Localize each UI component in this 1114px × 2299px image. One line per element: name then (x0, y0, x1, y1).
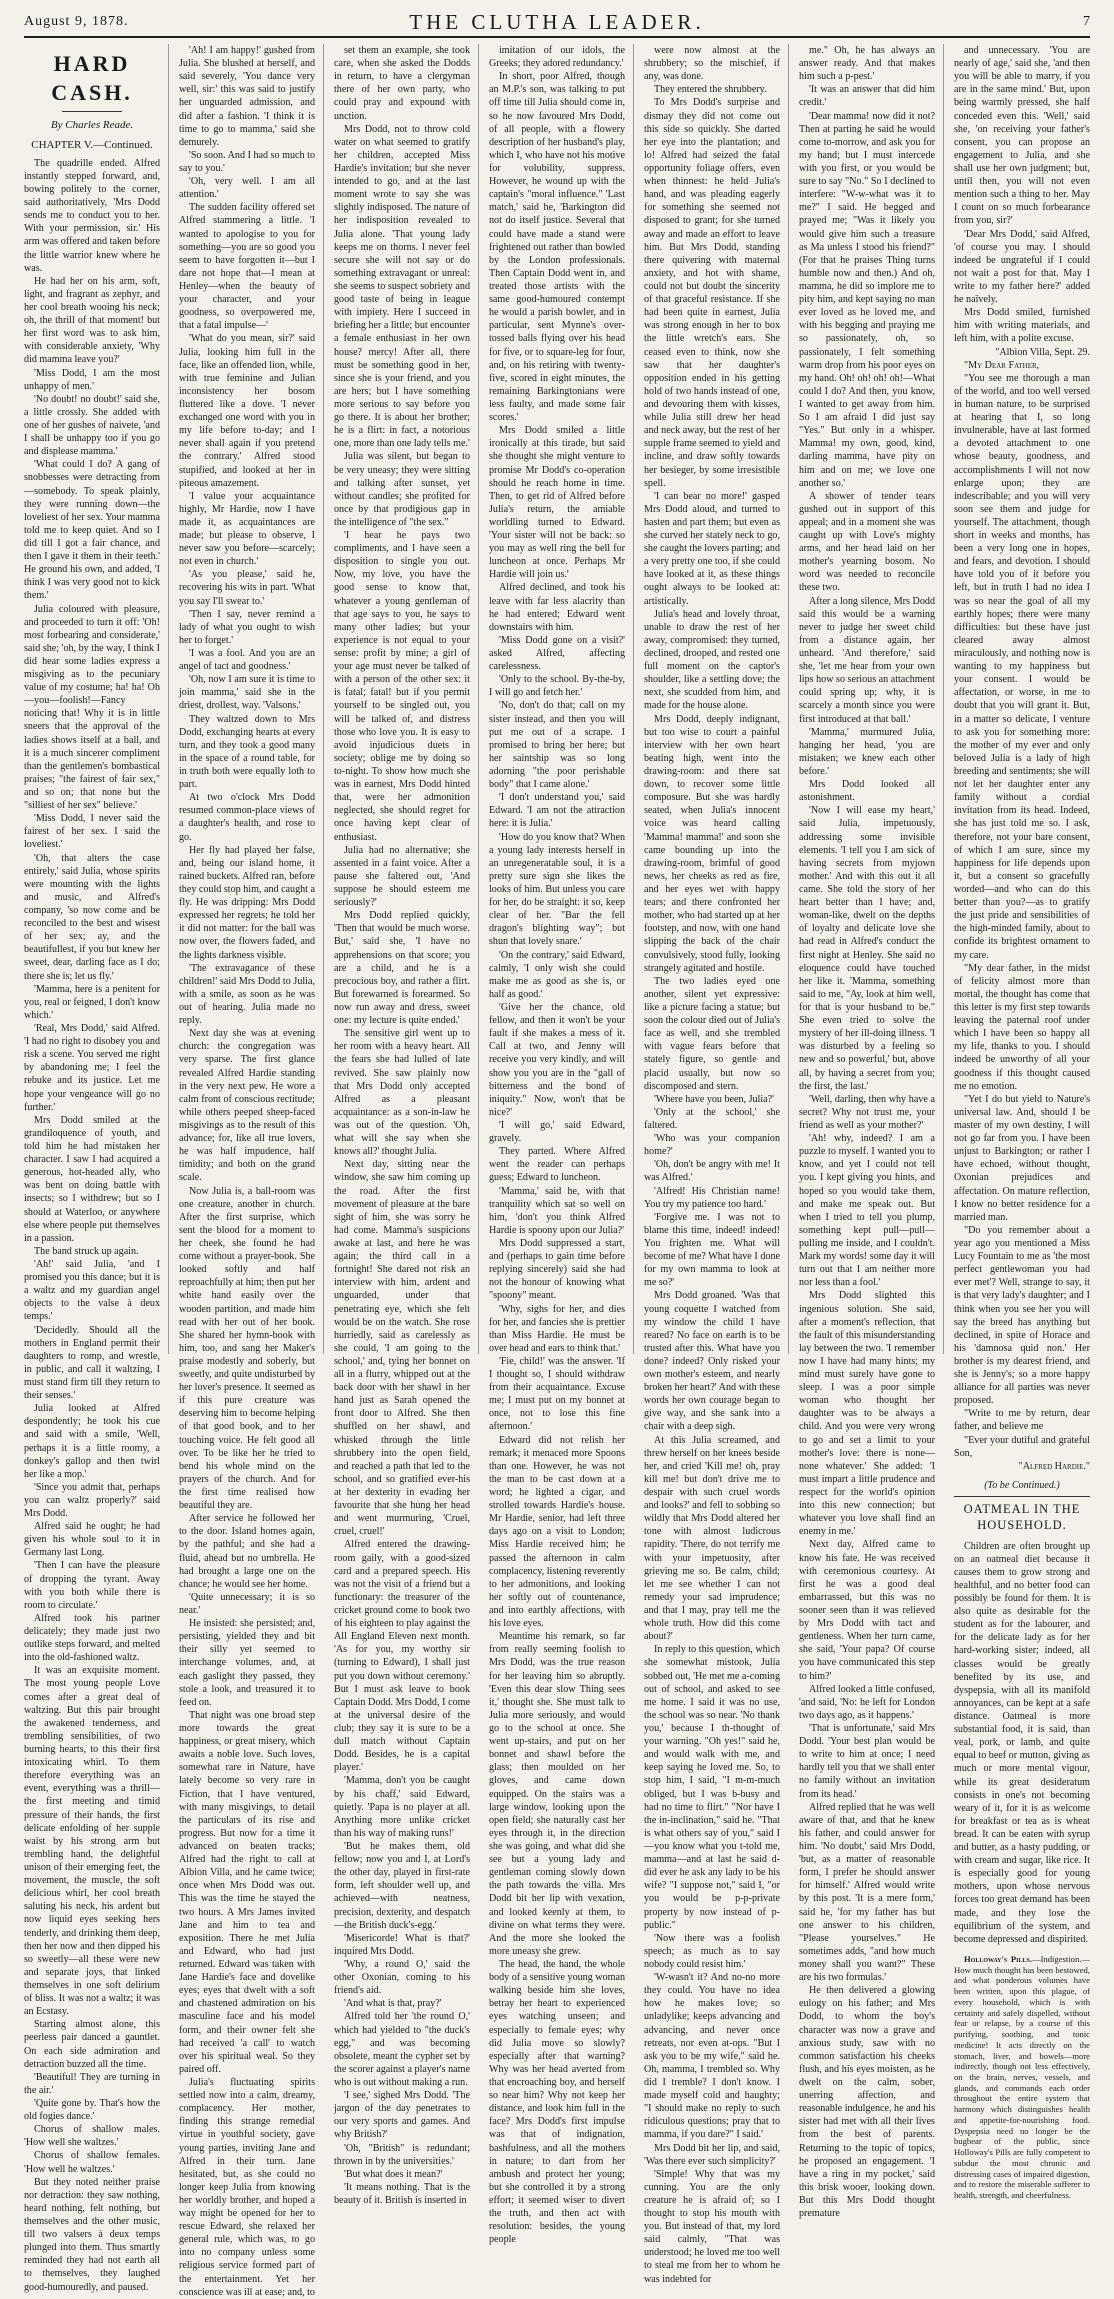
paragraph: "Ever your dutiful and grateful Son, (954, 1434, 1090, 1459)
paragraph: Alfred replied that he was well aware of that, and that he knew his father, and could answer for him. 'No doubt,' said Mrs Dodd, 'but, as a matter of reasonable form, I prefer he should answer for himself.' Alfred would write by this post. 'It is a mere form,' said he, 'for my father has but one answer to his children, "Please yourselves." He sometimes adds, "and how much money shall you want?" These are his two formulas.' (799, 1801, 935, 1984)
paragraph: Mrs Dodd smiled, furnished him with writing materials, and left him, with a polite excuse. (954, 307, 1090, 345)
paragraph: 'I value your acquaintance highly, Mr Hardie, now I have made it, as acquaintances are made; but please to observe, I never saw you before—scarcely; not even in church.' (179, 490, 315, 568)
paragraph: He then delivered a glowing eulogy on his father; and Mrs Dodd, to whom the boy's character was now a grave and anxious study, saw with no common satisfaction his cheeks flush, and his eyes moisten, as he dwelt on the calm, sober, unerring affection, and reasonable indulgence, he and his sister had met with all their lives from the best of parents. Returning to the topic of topics, he proposed an engagement. 'I have a ring in my pocket,' said this brisk wooer, looking down. But this Mrs Dodd thought premature (799, 1985, 935, 2220)
paragraph: Mrs Dodd looked all astonishment. (799, 779, 935, 804)
paragraph: imitation of our idols, the Greeks; they adored redundancy.' (489, 45, 625, 70)
paragraph: 'That is unfortunate,' said Mrs Dodd. 'Your best plan would be to write to him at once; I need hardly tell you that we shall enter no family without an invitation from its head.' (799, 1723, 935, 1800)
paragraph: Alfred told her 'the round O,' which had yielded to "the duck's egg," and was becoming obsolete, meant the cypher set by the scorer against a player's name who is out without making a run. (334, 2011, 470, 2088)
paragraph: Julia had no alternative; she assented in a faint voice. After a pause she faltered out, 'And suppose he should esteem me seriously?' (334, 844, 470, 909)
paragraph: 'Oh, now I am sure it is time to join mamma,' said she in the driest, drollest, way. 'Valsons.' (179, 674, 315, 712)
paragraph: 'Mamma, don't you be caught by his chaff,' said Edward, quietly. 'Papa is no player at all. Anything more unlike cricket than his way of making runs!' (334, 1775, 470, 1839)
masthead-rule (24, 36, 1090, 38)
paragraph: Next day, Alfred came to know his fate. He was received with ceremonious courtesy. At first he was a good deal embarrassed, but this was no sooner seen than it was relieved by Mrs Dodd with tact and gentleness. When her turn came, she said, 'Your papa? Of course you have communicated this step to him?' (799, 1539, 935, 1682)
paragraph: Meantime his remark, so far from really seeming foolish to Mrs Dodd, was the true reason for her leaving him so abruptly. 'Even this dear slow Thing sees it,' thought she. She must talk to Julia more seriously, and would go to the school at once. She went up-stairs, and put on her bonnet and shawl before the glass; then moulded on her gloves, and came down equipped. On the stairs was a large window, looking upon the open field; she naturally cast her eyes through it, in the direction she was going, and what did she see but a young lady and gentleman coming slowly down the path towards the villa. Mrs Dodd bit her lip with vexation, and looked keenly at them, to divine on what terms they were. And the more she looked the more uneasy she grew. (489, 1631, 625, 1957)
paragraph: 'It was an answer that did him credit.' (799, 84, 935, 109)
paragraph: 'Simple! Why that was my cunning. You are the only creature he is afraid of; so I thought to stop his mouth with you. But instead of that, my lord said calmly, "That was understood; he loved me too well to steal me from her to whom he was indebted for (644, 2168, 780, 2285)
column-6 (799, 44, 944, 2220)
paragraph: 'Miss Dodd, I never said the fairest of her sex. I said the loveliest.' (24, 813, 160, 851)
paragraph: Now Julia is, a ball-room was one creature, another in church. After the first surprise, which sent the blood for a moment to her cheek, she found he had come without a prayer-book. She looked softly and half reproachfully at him; then put her white hand easily over the wooden partition, and made him read with her out of her book. She shared her hymn-book with him, too, and sang her Maker's praise modestly and soberly, but sweetly, and quite undisturbed by her lover's presence. It seemed as if this pure creature was deserving him to become helping of that good book, and to her touching voice. He felt good all over. To be like her he tried to bend his whole mind on the prayers of the church. And for the first time realised how beautiful they are. (179, 1185, 315, 1512)
paragraph: Alfred declined, and took his leave with far less alacrity than he had entered; Edward went downstairs with him. (489, 582, 625, 633)
paragraph: The sudden facility offered set Alfred stammering a little. 'I wanted to apologise to you for something—you are so good you seem to have forgotten it—but I dare not hope that—I mean at Henley—when the beauty of your character, and your goodness, so overpowered me, that a fatal impulse—' (179, 202, 315, 332)
paragraph: Mrs Dodd groaned. 'Was that young coquette I watched from my window the child I have reared? No face on earth is to be trusted after this. What have you done? indeed? Only risked your own mother's esteem, and nearly broken her heart?' And with these words her own courage began to give way, and she sank into a chair with a deep sigh. (644, 1290, 780, 1433)
paragraph: 'Well, darling, then why have a secret? Why not trust me, your friend as well as your mother?' (799, 1093, 935, 1131)
paragraph: 'I will go,' said Edward, gravely. (489, 1119, 625, 1145)
paragraph: 'What do you mean, sir?' said Julia, looking him full in the face, like an offended lion, while, with true feminine and Julian inconsistency her bosom fluttered like a dove. 'I never exchanged one word with you in my life before to-day; and I never shall again if you pretend the contrary.' Alfred stood stupified, and looked at her in piteous amazement. (179, 333, 315, 489)
letter-address: "Albion Villa, Sept. 29. (995, 346, 1090, 358)
paragraph: Chorus of shallow males. 'How well she waltzes.' (24, 2124, 160, 2149)
paragraph: The head, the hand, the whole body of a sensitive young woman walking beside him she loves, betray her heart to experienced eyes watching unseen; and especially to female eyes; why did Julia move so slowly? especially after that warning? Why was her head averted from that encroaching boy, and herself so near him? Why not keep her distance, and look him full in the face? Mrs Dodd's first impulse was that of indignation, bashfulness, and all the mothers in nature; to dart from her ambush and protect her young; but she controlled it by a strong effort; it seemed wiser to divert the truth, and then act with resolution: besides, the young people (489, 1958, 625, 2246)
paragraph: They waltzed down to Mrs Dodd, exchanging hearts at every turn, and they took a good many in the space of a round table, for in truth both were equally loth to part. (179, 713, 315, 791)
paragraph: Chorus of shallow females. 'How well he waltzes.' (24, 2150, 160, 2175)
section-rule (954, 1496, 1090, 1497)
title-divider (62, 111, 122, 112)
paragraph: The two ladies eyed one another, silent yet expressive: like a picture facing a statue; but soon the colour died out of Julia's face as well, and she trembled with vague fears before that stately figure, so gentle and placid usually, but now so discomposed and stern. (644, 975, 780, 1092)
paragraph: "You see me thorough a man of the world, and too well versed in human nature, to be surprised at hearing that I, so long invulnerable, have at last formed a devoted attachment to one whose beauty, goodness, and accomplishments I will not now enlarge upon; they are indescribable; and you will very soon see them and judge for yourself. The attachment, though short in weeks and months, has been a very long one in hopes, and fears, and devotion. I should have told you of it before you left, but in truth I had no idea I was so near the goal of all my earthly hopes; there were many difficulties: but these have just cleared away almost miraculously, and nothing now is wanting to my happiness but your consent. I would be affectation, or worse, in me to doubt that you will grant it. But, in a matter so delicate, I venture to ask you for something more: the mother of my ever and only beloved Julia is a lady of high breeding and sentiments; she will not let her daughter enter any family without a cordial invitation from its head. Indeed, she has just told me so. I ask, therefore, not your bare consent, of which I am sure, since my happiness for life depends upon it, but a consent so gracefully worded—and who can do this better than you?—as to gratify the just pride and sensibilities of the high-minded family, about to confide its brightest ornament to my care. (954, 372, 1090, 961)
paragraph: and unnecessary. 'You are nearly of age,' said she, 'and then you will be able to marry, if you are in the same mind.' But, upon being warmly pressed, she half conceded even this. 'Well,' said she, 'on receiving your father's consent, you can propose an engagement to Julia, and she shall use her own judgment; but, until then, you will not even mention such a thing to her. May I count on so much forbearance from you, sir?' (954, 45, 1090, 227)
paragraph: 'Ah! why, indeed? I am a puzzle to myself. I wanted you to know, and yet I could not tell you. I kept giving you hints, and hoped so you would take them, and make me speak out. But when I tried to tell you plump, something kept pull—pull—pulling me inside, and I couldn't. Mark my words! some day it will turn out that I am neither more nor less than a fool.' (799, 1133, 935, 1289)
paragraph: "Write to me by return, dear father, and believe me (954, 1408, 1090, 1433)
paragraph: 'On the contrary,' said Edward, calmly, 'I only wish she could make me as good as she is, or half as good.' (489, 949, 625, 1000)
paragraph: 'Misericorde! What is that?' inquired Mrs Dodd. (334, 1932, 470, 1957)
paragraph: Mrs Dodd slighted this ingenious solution. She said, after a moment's reflection, that the fault of this misunderstanding lay between the two. 'I remember now I have had many hints; my mind must surely have gone to sleep. I was a poor simple woman who thought her daughter was to be always a child. And you were very wrong to go and set a limit to your mother's love: there is none—none whatever.' She added: 'I must impart a little prudence and respect for the world's opinion into this new connection; but whatever you love shall find an enemy in me.' (799, 1290, 935, 1538)
paragraph: 'Oh, don't be angry with me! It was Alfred.' (644, 1159, 780, 1184)
paragraph: 'I hear he pays two compliments, and I have seen a disposition to single you out. Now, my love, you have the good sense to know that, whatever a young gentleman of that age says to you, he says to many other ladies; but your experience is not equal to your sense: profit by mine; a girl of your age must never be talked of with a person of the other sex: it is fatal; fatal! but if you permit yourself to be singled out, you will be talked of, and distress those who love you. It is easy to avoid injudicious duets in society; oblige me by doing so to-night. To show how much she was in earnest, Mrs Dodd hinted that, were her admonition neglected, she should regret for once having kept clear of enthusiast. (334, 530, 470, 843)
oatmeal-title: OATMEAL IN THE HOUSEHOLD. (963, 1502, 1081, 1533)
column-7-text (954, 44, 1090, 346)
paragraph: "My dear father, in the midst of felicity almost more than mortal, the thought has come that this letter is my first step towards leaving the paternal roof under which I have been so happy all my life, thanks to you. I should indeed be unworthy of all your goodness if this thought caused me no emotion. (954, 962, 1090, 1092)
column-3-text (334, 44, 470, 2207)
paragraph: Alfred took his partner delicately; they made just two outlike steps forward, and melted into the old-fashioned waltz. (24, 1612, 160, 1664)
paragraph: He insisted: she persisted; and, persisting, yielded they and bit their silly yet seemed to interchange volumes, and, at each gaslight they passed, they stole a look, and treasured it to feed on. (179, 1618, 315, 1708)
oatmeal-text (954, 1540, 1090, 1946)
paragraph: Alfred looked a little confused, 'and said, 'No: he left for London two days ago, as it happens.' (799, 1683, 935, 1721)
paragraph: set them an example, she took care, when she asked the Dodds in return, to have a clergyman there of her own party, who could pray and expound with unction. (334, 45, 470, 122)
paragraph: 'How do you know that? When a young lady interests herself in an unregeneratable soul, it is a pretty sure sign she likes the looks of him. But unless you care for her, do be straight: it so, keep clear of her. "Bar the fell dragon's blighting way"; but shun that lovely snare.' (489, 831, 625, 948)
paragraph: 'But what does it mean?' (344, 2168, 443, 2180)
column-2-text (179, 44, 315, 2299)
paragraph: 'Oh, very well. I am all attention.' (179, 176, 315, 201)
paragraph: 'No, don't do that; call on my sister instead, and then you will put me out of a scrape. I promised to bring her here; but her saintship was so long adorning "the poor perishable body" that I came alone.' (489, 700, 625, 791)
letter-signature: "Alfred Hardie." (1018, 1460, 1090, 1472)
paragraph: 'No doubt! no doubt!' said she, a little crossly. She added with one of her gushes of naivete, 'and I shall be unhappy too if you go and displease mamma.' (24, 393, 160, 458)
paragraph: 'I was a fool. And you are an angel of tact and goodness.' (179, 648, 315, 673)
issue-date: August 9, 1878. (24, 14, 129, 29)
column-1-text (24, 157, 160, 2294)
paragraph: 'I see,' sighed Mrs Dodd. 'The jargon of the day penetrates to our very sports and games. And why British?' (334, 2090, 470, 2141)
paragraph: He had her on his arm, soft, light, and fragrant as zephyr, and her cool breath wooing his neck; oh, the thrill of that moment! but her first word was to ask him, with considerable anxiety, 'Why did mamma leave you?' (24, 275, 160, 366)
paragraph: The band struck up again. (34, 1245, 139, 1257)
paragraph: In reply to this question, which she somewhat mistook, Julia sobbed out, 'He met me a-coming out of school, and asked to see me home. I said it was no use, the school was so near. 'No thank you,' because I th-thought of your warning. "Oh yes!" said he, and would walk with me, and keep saying he loved me. So, to stop him, I said, "I m-m-much obliged, but I was b-busy and had no time to flirt." "Nor have I the in-inclination," said he. "That is what others say of you," said I—you know what you t-told me, mamma—and at last he said d-did ever he ask any lady to be his wife? "I suppose not," said I, "or you would be p-p-private property by now instead of p-public." (644, 1644, 780, 1931)
advert-title: Holloway's Pills. (964, 1953, 1032, 1964)
paragraph: Julia was silent, but began to be very uneasy; they were sitting and talking after sunset, yet without candles; she profited for once by that prodigious gap in the intelligence of "the sex." (334, 451, 470, 528)
column-1 (24, 44, 169, 2293)
column-4 (489, 44, 634, 2246)
paragraph: 'Why, a round O,' said the other Oxonian, coming to his friend's aid. (334, 1958, 470, 1997)
paragraph: 'Forgive me. I was not to blame this time, indeed! indeed! You frighten me. What will become of me? What have I done for my own mamma to look at me so?' (644, 1211, 780, 1289)
columns (24, 44, 1090, 2298)
paragraph: To Mrs Dodd's surprise and dismay they did not come out this side so quickly. She darted her eye into the plantation; and lo! Alfred had seized the fatal opportunity foliage offers, even when thinnest: he held Julia's hand, and was pleading eagerly for something she seemed not disposed to grant; for she turned away and made an effort to leave him. But Mrs Dodd, standing there quivering with maternal anxiety, and hot with shame, could not but doubt the sincerity of that graceful resistance. If she had been quite in earnest, Julia was strong enough in her to box the little wretch's ears. She ceased even to think, now she saw that her daughter's opposition ended in his getting hold of two hands instead of one, and devouring them with kisses, while Julia still drew her head and neck away, but the rest of her supple frame seemed to yield and incline, and draw softly towards her besieger, by some irresistible spell. (644, 97, 780, 489)
paragraph: 'W-wasn't it? And no-no more they could. You have no idea how he makes love; so unladylike; keeps advancing and advancing, and never once retreats, nor even at-ops. "But I ask you to be my wife," said he. Oh, mamma, I trembled so. Why did I tremble? I don't know. I made myself cold and haughty; "I should make no reply to such ridiculous questions; pray that to mamma, if you dare?" I said.' (644, 1972, 780, 2141)
paragraph: 'Dear mamma! now did it not? Then at parting he said he would come to-morrow, and ask you for my hand; but I must intercede with you first, or you would be sure to say "No." So I declined to interfere: "W-w-what was it to me?" I said. He begged and prayed me; "Was it likely you would give him such a treasure as Ma unless I stood his friend?" (For that he praises Thing turns humble now and then.) And oh, mamma, he did so implore me to pity him, and kept saying no man ever loved as he loved me, and with his begging and praying me so passionately, oh, so passionately, I felt something warm drop from his poor eyes on my hand. Oh! oh! oh! oh!—What could I do? And then, you know, I wanted to get away from him. So I am afraid I did just say "Yes." But only in a whisper. Mamma! my own, good, kind, darling mamma, have pity on him and on me; we love one another so.' (799, 110, 935, 489)
paragraph: Julia coloured with pleasure, and proceeded to turn it off: 'Oh! most forbearing and considerate,' said she; 'oh, by the way, I think I did hear some ladies express a misgiving as to the pecuniary value of my costume; ha! ha! Oh—you—foolish!—Fancy noticing that! Why it is in little sneers that the approval of the ladies shows itself at a ball, and it is a much sincerer compliment than the gentlemen's bombastical praises; "the fairest of fair sex," and so on; that none but the "silliest of her sex" believe.' (24, 603, 160, 812)
paragraph: 'But he makes them, old fellow; now you and I, at Lord's the other day, played in first-rate form, left shoulder well up, and achieved—with neatness, precision, dexterity, and despatch—the British duck's-egg.' (334, 1840, 470, 1931)
paragraph: 'Mamma,' murmured Julia, hanging her head, 'you are mistaken; we knew each other before.' (799, 726, 935, 778)
paragraph: At two o'clock Mrs Dodd resumed common-place views of a daughter's health, and rose to go. (179, 792, 315, 843)
paragraph: 'Alfred! His Christian name! You try my patience too hard.' (644, 1185, 780, 1210)
column-6-text (799, 44, 935, 2220)
paragraph: 'Give her the chance, old fellow, and then it won't be your fault if she makes a mess of it. Call at two, and Jenny will receive you very kindly, and will show you you are in the "gall of bitterness and the bond of iniquity." Now, won't that be nice?' (489, 1001, 625, 1118)
paragraph: Mrs Dodd, not to throw cold water on what seemed to gratify her children, accepted Miss Hardie's invitation; but she never intended to go, and at the last moment wrote to say she was slightly indisposed. The nature of her indisposition revealed to Julia alone. 'That young lady keeps me on thorns. I never feel secure she will not say or do something extravagant or unreal: she seems to suspect sobriety and good taste of being in league with impiety. Here I succeed in briefing her a little; but encounter a female enthusiast in her own house? mercy! After all, there must be something good in her, since she is your friend, and you are hers; but I have something more serious to say before you go there. It is about her brother; he is a flirt: in fact, a notorious one, more than one lady tells me.' (334, 123, 470, 450)
column-5-text (644, 44, 780, 2286)
paragraph: 'And what is that, pray?' (344, 1998, 442, 2010)
paragraph: Starting almost alone, this peerless pair danced a gauntlet. On each side admiration and detraction buzzed all the time. (24, 2019, 160, 2070)
paragraph: A shower of tender tears gushed out in support of this appeal; and in a moment she was caught up with Love's mighty arms, and her head laid on her mother's yearning bosom. No word was needed to reconcile these two. (799, 490, 935, 594)
paragraph: Mrs Dodd smiled at the grandiloquence of youth, and told him he had mistaken her character. I saw I had acquired a generous, hot-headed ally, who was bent on doing battle with insects; so I withdrew; but so I should at Waterloo, or anywhere else where people put themselves in a passion. (24, 1114, 160, 1244)
paragraph: Mrs Dodd smiled a little ironically at this tirade, but said she thought she might venture to promise Mr Dodd's co-operation should he reach home in time. Then, to get rid of Alfred before Julia's return, the amiable worldling turned to Edward. 'Your sister will not be back: so you may as well ring the bell for luncheon at once. Perhaps Mr Hardie will join us.' (489, 425, 625, 581)
paragraph: "Yet I do but yield to Nature's universal law. And, should I be master of my own destiny, I will not go far from you. I have been unjust to Barkington; or rather I have echoed, without thought, Oxonian prejudices and affectation. On mature reflection, I know no better residence for a married man. (954, 1093, 1090, 1223)
paragraph: 'I don't understand you,' said Edward. 'I am not the attraction here: it is Julia.' (489, 792, 625, 830)
paragraph: 'Only to the school. By-the-by, I will go and fetch her.' (489, 674, 625, 699)
paragraph: Mrs Dodd, deeply indignant, but too wise to court a painful interview with her own heart beating high, went into the drawing-room: and there sat down, to recover some little composure. But she was hardly seated, when Julia's innocent voice was heard calling 'Mamma! mamma!' and soon she came bounding up into the drawing-room, brimful of good news, her cheeks as red as fire, and her eyes wet with happy tears; and there confronted her mother, who had started up at her footstep, and now, with one hand slipping the back of the chair convulsively, stood fully, looking strangely agitated and hostile. (644, 713, 780, 974)
paragraph: Children are often brought up on an oatmeal diet because it causes them to grow strong and healthful, and no better food can possibly be found for them. It is also quite as desirable for the student as for the labourer, and for the delicate lady as for her hard-working sister; indeed, all classes would be greatly benefited by its use, and dyspepsia, with all its manifold annoyances, can be kept at a safe distance. Oatmeal is more substantial food, it is said, than veal, pork, or lamb, and quite equal to beef or mutton, giving as much or more mental vigour, while its great desideratum consists in one's not becoming weary of it, for it is as welcome for breakfast or tea as is wheat bread. It can be eaten with syrup and butter, as a hasty pudding, or with cream and sugar, like rice. It is especially good for young mothers, upon whose nervous forces too great demand has been made, and they lose the equilibrium of the system, and become depressed and dispirited. (954, 1540, 1090, 1945)
paragraph: 'I can bear no more!' gasped Mrs Dodd aloud, and turned to hasten and part them; but even as she curved her stately neck to go, she caught the lovers parting; and a very pretty one too, if she could have looked at it, as these things ought always to be looked at: artistically. (644, 490, 780, 607)
paragraph: At this Julia screamed, and threw herself on her knees beside her, and cried 'Kill me! oh, pray kill me! but don't drive me to despair with such cruel words and looks?' and fell to sobbing so wildly that Mrs Dodd altered her tone with almost ludicrous rapidity. 'There, do not terrify me with your impetuosity, after grieving me so. Be calm, child; let me see whether I can not remedy your sad imprudence; and that I may, pray tell me the whole truth. How did this come about?' (644, 1434, 780, 1643)
paragraph: 'Decidedly. Should all the mothers in England permit their daughters to romp, and wrestle, in public, and call it waltzing, I must stand firm till they return to their senses.' (24, 1324, 160, 1402)
paragraph: 'Mamma, here is a penitent for you, real or feigned, I don't know which.' (24, 983, 160, 1021)
paragraph: 'Beautiful! They are turning in the air.' (24, 2071, 160, 2096)
paragraph: The quadrille ended. Alfred instantly stepped forward, and, bowing politely to the corner, said authoritatively, 'Mrs Dodd sends me to conduct you to her. With your permission, sir.' His arm was offered and taken before the little warrior knew where he was. (24, 157, 160, 274)
paragraph: 'The extravagance of these children!' said Mrs Dodd to Julia, with a smile, as soon as he was out of hearing. Julia made no reply. (179, 962, 315, 1027)
paragraph: But they noted neither praise nor detraction: they saw nothing, heard nothing, felt nothing, but themselves and the other music, till two valsers à deux temps plunged into them. Thus smartly reminded they had not earth all to themselves, they laughed good-humouredly, and paused. (24, 2176, 160, 2293)
paragraph: 'Ah!' said Julia, 'and I promised you this dance; but it is a waltz and my guardian angel objects to the valse à deux temps.' (24, 1258, 160, 1323)
paragraph: 'Real, Mrs Dodd,' said Alfred. 'I had no right to disobey you and risk a scene. You served me right by abandoning me; I feel the rebuke and its justice. Let me hope your vengeance will go no further.' (24, 1023, 160, 1113)
letter-salutation: "My Dear Father, (964, 359, 1040, 371)
paragraph: They entered the shrubbery. (654, 84, 767, 96)
masthead (24, 8, 1090, 34)
paragraph: 'Oh, "British" is redundant; thrown in by the universities.' (334, 2142, 470, 2167)
page-number: 7 (1083, 14, 1090, 29)
column-3 (334, 44, 479, 2206)
column-5 (644, 44, 789, 2285)
paragraph: "Do you remember about a year ago you mentioned a Miss Lucy Fountain to me as 'the most perfect gentlewoman you had ever met'? Well, strange to say, it is that very lady's daughter; and I think when you see her you will say the breed has anything but declined, in spite of Horace and his 'damnosa quid non.' Her brother is my dearest friend, and she is Jenny's; so a more happy alliance for all parties was never proposed. (954, 1224, 1090, 1407)
paragraph: 'Now I will ease my heart,' said Julia, impetuously, addressing some invisible elements. 'I tell you I am sick of having secrets from myjown mother.' And with this out it all came. She told the story of her heart better than I have; and, woman-like, dwelt on the depths of loyalty and delicate love she had read in Alfred's conduct the first night at Henley. She said no eloquence could have touched her like it. 'Mamma, something said to me, "Ay, look at him well, for that is your husband to be." She even tried to solve the mystery of her ill-doing illness. 'I was disturbed by a feeling so new and so powerful,' but, above all, by having a secret from you; the first, the last.' (799, 805, 935, 1092)
paragraph: 'Then I say, never remind a lady of what you ought to wish her to forget.' (179, 608, 315, 646)
paragraph: 'Ah! I am happy!' gushed from Julia. She blushed at herself, and said severely, 'You dance very well, sir:' this was said to justify her unguarded admission, and did after a fashion. 'I think it is time to go to mamma,' said she demurely. (179, 45, 315, 148)
paragraph: Next day, sitting near the window, she saw him coming up the road. After the first movement of pleasure at the bare sight of him, she was sorry he had come. Mamma's suspicions awake at last, and here he was again; the third call in a fortnight! She dared not risk an interview with him, ardent and unguarded, under that penetrating eye, which she felt would be on the watch. She rose hurriedly, said as carelessly as she could, 'I am going to the school,' and, tying her bonnet on all in a flurry, whipped out at the back door with her shawl in her hand just as Sarah opened the front door to Alfred. She then shuffled on her shawl, and whisked through the little shrubbery into the open field, and reached a path that led to the school, and so gratified ever-his at her dexterity in evading her favourite that she hung her head and went murmuring, 'Cruel, cruel, cruel!' (334, 1159, 470, 1538)
paragraph: 'Quite gone by. That's how the old fogies dance.' (24, 2097, 160, 2123)
paragraph: In short, poor Alfred, though an M.P.'s son, was talking to put off time till Julia should come in, so he now favoured Mrs Dodd, of all people, with a flowery description of her husband's play, which I, who have not his motive for volubility, suppress. However, he wound up with the captain's "moral influence." 'Last match,' said he, 'Barkington did not do itself justice. Several that could have made a stand were frightened out rather than bowled by the London professionals. Then Captain Dodd went in, and treated those artists with the same good-humoured contempt he would a parish bowler, and in particular, sent Mynne's over-tossed balls flying over his head for five, or to square-leg for four, and, on his retiring with twenty-five, scored in eight minutes, the remaining Barkingtonians were less faulty, and made some fair scores.' (489, 71, 625, 424)
paragraph: 'Now there was a foolish speech; as much as to say nobody could resist him.' (644, 1932, 780, 1970)
paragraph: They parted. Where Alfred went the reader can perhaps guess; Edward to luncheon. (489, 1146, 625, 1184)
story-title: HARD CASH. (51, 51, 133, 105)
holloway-advert (954, 1954, 1090, 2201)
paragraph: 'Fie, child!' was the answer. 'If I thought so, I should withdraw from their acquaintance. Excuse me; I must put on my bonnet at once, not to lose this fine afternoon.' (489, 1355, 625, 1433)
paragraph: 'Miss Dodd, I am the most unhappy of men.' (24, 367, 160, 392)
paragraph: 'So soon. And I had so much to say to you.' (179, 149, 315, 174)
letter-body (954, 372, 1090, 1460)
byline: By Charles Reade. (50, 119, 134, 132)
paragraph: 'Where have you been, Julia?' (654, 1093, 774, 1105)
paragraph: 'Why, sighs for her, and dies for her, and fancies she is prettier than Miss Hardie. He must be over head and ears to think that.' (489, 1303, 625, 1354)
paragraph: 'Since you admit that, perhaps you can waltz properly?' said Mrs Dodd. (24, 1481, 160, 1520)
paragraph: Mrs Dodd suppressed a start, and (perhaps to gain time before replying sincerely) said she had not the honour of knowing what "spoony" meant. (489, 1237, 625, 1302)
paragraph: 'Miss Dodd gone on a visit?' asked Alfred, affecting carelessness. (489, 634, 625, 673)
paragraph: Alfred said he ought; he had given his whole soul to it in Germany last Long. (24, 1521, 160, 1559)
paragraph: Mrs Dodd replied quickly, 'Then that would be much worse. But,' said she, 'I have no apprehensions on that score; you are a child, and he is a precocious boy, and rather a flirt. But forewarned is forearmed. So now run away and dress, sweet one: my lecture is quite ended.' (334, 910, 470, 1027)
paragraph: Julia looked at Alfred despondently; he took his cue and said with a smile, 'Well, perhaps it is a little roomy, a donkey's gallop and then twirl her like a mop.' (24, 1403, 160, 1480)
paragraph: Julia's head and lovely throat, unable to draw the rest of her away, compromised: they turned, declined, drooped, and rested one full moment on the captor's shoulder, like a settling dove; the next, she scudded from him, and made for the house alone. (644, 608, 780, 712)
paragraph: 'Dear Mrs Dodd,' said Alfred, 'of course you may. I should indeed be ungrateful if I could not wait a post for that. May I write to my father here?' added he naïvely. (954, 228, 1090, 306)
paragraph: Mrs Dodd bit her lip, and said, 'Was there ever such simplicity?' (644, 2142, 780, 2167)
paragraph: Her fly had played her false, and, being our island home, it rained buckets. Alfred ran, before they could stop him, and caught a fly. He was dripping: Mrs Dodd expressed her regrets; he told her it did not matter: for the ball was now over, the flowers faded, and the lights darkness visible. (179, 844, 315, 961)
advert-text: —Indigestion.—How much thought has been bestowed, and what ponderous volumes have been written, upon this plague, of every household, which is with certainty and safely dispelled, without fear or relapse, by a course of this purifying, soothing, and tonic medicine! It acts directly on the stomach, liver, and bowels—more indirectly, though not less effectively, on the brain, nerves, vessels, and glands, and commands each order throughout the entire system that harmony which distinguishes health and appetite-for-nourishing food. Dyspepsia need no longer be the bugbear of the public, since Holloway's Pills are fully competent to subdue the most chronic and distressing cases of impaired digestion, and to restore the miserable sufferer to health, strength, and cheerfulness. (954, 1953, 1090, 2201)
paragraph: 'Who was your companion home?' (644, 1133, 780, 1158)
paragraph: The sensitive girl went up to her room with a heavy heart. All the fears she had lulled of late revived. She saw plainly now that Mrs Dodd only accepted Alfred as a pleasant acquaintance: as a son-in-law he was out of the question. 'Oh, what will she say when she knows all?' thought Julia. (334, 1028, 470, 1158)
paragraph: were now almost at the shrubbery; so the mischief, if any, was done. (644, 45, 780, 83)
paragraph: After service he followed her to the door. Island homes again, by the pathful; and she had a fluid, ahead but no umbrella. He had brought a large one on the chance; he would see her home. (179, 1513, 315, 1590)
paragraph: 'What could I do? A gang of snobbesses were detracting from—somebody. To speak plainly, they were running down—the loveliest of her sex. Your mamma told me to keep quiet. And so I did till I got a fair chance, and then I gave it them in their teeth.' He ground his own, and added, 'I think I was very good not to kick them.' (24, 459, 160, 602)
column-7 (954, 44, 1090, 2201)
paragraph: Julia's fluctuating spirits settled now into a calm, dreamy, complacency. Her mother, finding this strange remedial virtue in youthful society, gave young parties, inviting Jane and Alfred in their turn. Jane hesitated, but, as she could no longer keep Julia from knowing her worldly brother, and hoped a way might be opened for her to rescue Edward, she relaxed her general rule, which was, to go into no company unless some religious service formed part of the entertainment. Yet her conscience was ill at ease; and, to (179, 2076, 315, 2298)
chapter-heading: CHAPTER V.—Continued. (31, 139, 153, 152)
paragraph: me." Oh, he has always an answer ready. And that makes him such a p-pest.' (799, 45, 935, 83)
paragraph: It was an exquisite moment. The most young people Love comes after a great deal of waltzing. But this pair brought the awakened tenderness, and trembling sensibilities, of two burning hearts, to this their first intoxicating whirl. To them therefore everything was an event, everything was a thrill—the first meeting and timid pressure of their hands, the first delicate enfolding of her supple waist by his strong arm but trembling hand, the delightful unison of their emerging feet, the movement, the muscle, the soft delicious whirl, her cool breath saluting his neck, his ardent but now liquid eyes seeking hers tenderly, and drinking them deep, then her now and then dipped his so sweetly—all these were new and separate joys, that linked themselves in one soft delirium of bliss. It was not a waltz; it was an Ecstasy. (24, 1665, 160, 2018)
paragraph: After a long silence, Mrs Dodd said this would be a warning never to judge her sweet child from a distance again, her unheard. 'And therefore,' said she, 'let me hear from your own lips how so serious an attachment could spring up; why, it is scarcely a month since you were first introduced at that ball.' (799, 595, 935, 725)
paragraph: Edward did not relish her remark; it menaced more Spoons than one. However, he was not the man to be cast down at a word; he lighted a cigar, and strolled towards Hardie's house. Mr Hardie, senior, had left three days ago on a visit to London; Miss Hardie received him; he passed the afternoon in calm complacency, listening reverently to her admonitions, and looking her softly out of countenance, and into earthly affections, with his love eyes. (489, 1434, 625, 1630)
paragraph: That night was one broad step more towards the great happiness, or great misery, which awaits a noble love. Such loves, somewhat rare in Nature, have lately become so very rare in Fiction, that I have ventured, with many misgivings, to detail the particulars of its rise and progress. But now for a time it advanced on beaten tracks; Alfred had the right to call at Albion Villa, and he came twice; once when Mrs Dodd was out. This was the time he stayed the two hours. A Mrs James invited Jane and him to tea and exposition. There he met Julia and Edward, who had just returned. Edward was taken with Jane Hardie's face and dovelike eyes; eyes that dwelt with a soft and chastened admiration on his masculine face and his model form, and their owner felt she had received 'a call' to watch over his spiritual weal. So they paired off. (179, 1709, 315, 2075)
newspaper-title: THE CLUTHA LEADER. (409, 10, 705, 34)
paragraph: Next day she was at evening church: the congregation was very sparse. The first glance revealed Alfred Hardie standing in the very next pew. He wore a calm front of conscious rectitude; while others peeped sheep-faced misgivings as to the result of this advance; for, like all true lovers, he was half impudence, half timidity; and both on the grand scale. (179, 1028, 315, 1184)
to-be-continued: (To be Continued.) (984, 1479, 1060, 1491)
paragraph: 'Mamma,' said he, with that tranquility which sat so well on him, 'don't you think Alfred Hardie is spoony upon our Julia?' (489, 1185, 625, 1236)
paragraph: 'It means nothing. That is the beauty of it. British is inserted in (334, 2181, 470, 2206)
paragraph: 'Only at the school,' she faltered. (644, 1106, 780, 1131)
paragraph: 'Then I can have the pleasure of dropping the tyrant. Away with you both while there is room to circulate.' (24, 1560, 160, 1611)
paragraph: 'Quite unnecessary; it is so near.' (179, 1591, 315, 1617)
column-4-text (489, 44, 625, 2246)
paragraph: 'As you please,' said he, recovering his wits in part. 'What you say I'll swear to.' (179, 569, 315, 607)
paragraph: 'Oh, that alters the case entirely,' said Julia, whose spirits were mounting with the lights and music, and Alfred's company, 'so now come and be reconciled to the best and wisest of her sex; ay, and the beautifullest, if you but knew her sweet, dear, darling face as I do; there she is; let us fly.' (24, 852, 160, 982)
paragraph: Alfred entered the drawing-room gaily, with a good-sized card and a prepared speech. His was not the visit of a friend but a functionary: the treasurer of the cricket ground come to book two of his eighteen to play against the All England Eleven next month. 'As for you, my worthy sir (turning to Edward), I shall just put you down without ceremony.' But I must ask leave to book Captain Dodd. Mrs Dodd, I come at the universal desire of the club; they say it is sure to be a dull match without Captain Dodd. Besides, he is a capital player.' (334, 1539, 470, 1774)
column-2 (179, 44, 324, 2298)
